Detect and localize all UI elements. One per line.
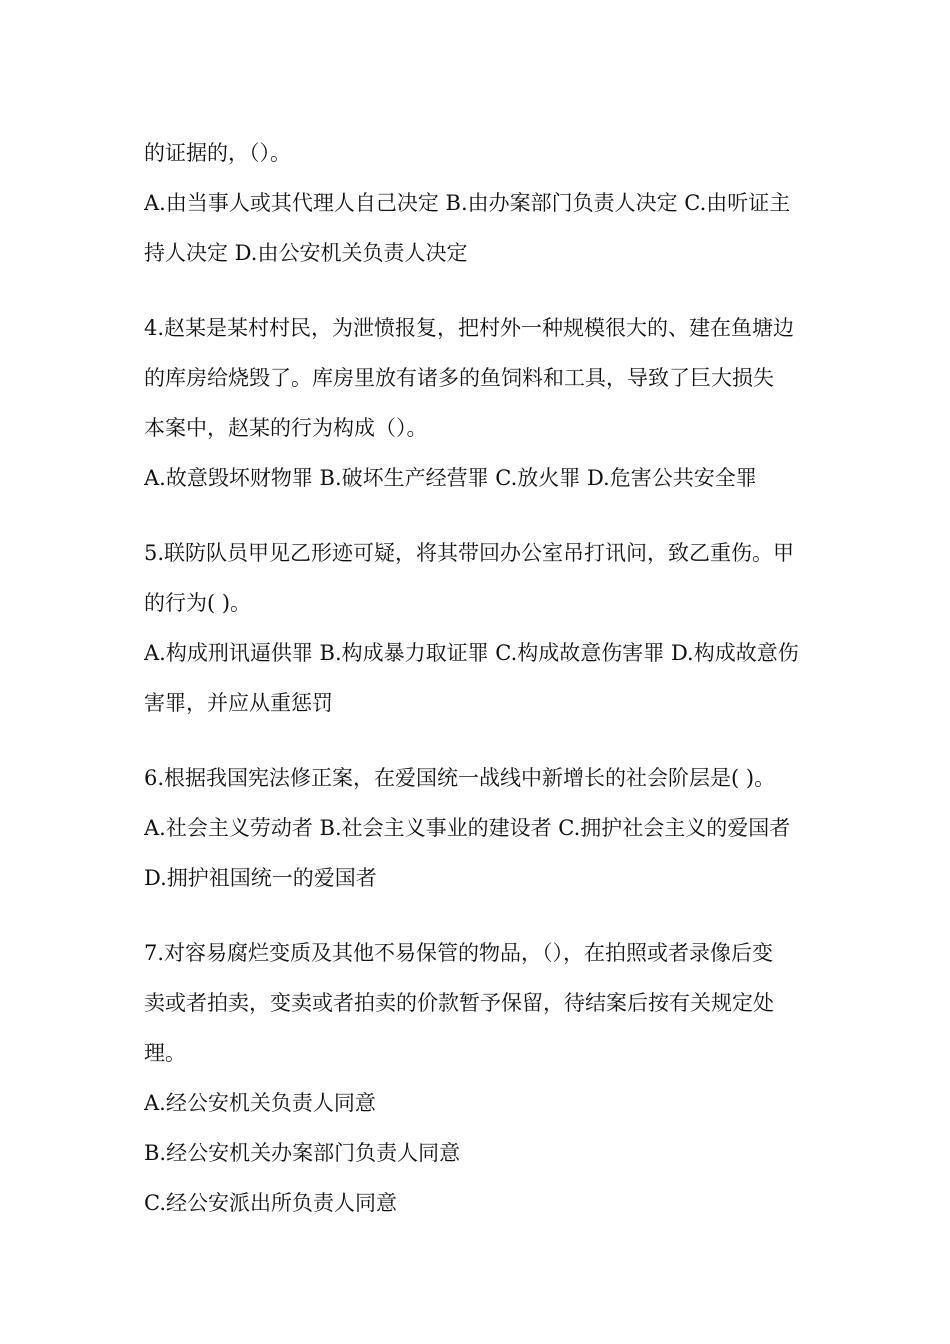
question-text-line: 卖或者拍卖，变卖或者拍卖的价款暂予保留，待结案后按有关规定处	[144, 991, 774, 1015]
question-7	[144, 928, 812, 1228]
text-line: 的证据的，（）。	[144, 141, 291, 165]
answer-options-line: 持人决定 D.由公安机关负责人决定	[144, 241, 468, 265]
question-text-line: 5.联防队员甲见乙形迹可疑，将其带回办公室吊打讯问，致乙重伤。甲	[144, 541, 795, 565]
answer-options-line: A.社会主义劳动者 B.社会主义事业的建设者 C.拥护社会主义的爱国者	[144, 816, 791, 840]
answer-options-line: A.由当事人或其代理人自己决定 B.由办案部门负责人决定 C.由听证主	[144, 191, 791, 215]
document-body	[144, 128, 812, 1228]
question-text-line: 4.赵某是某村村民，为泄愤报复，把村外一种规模很大的、建在鱼塘边	[144, 316, 795, 340]
answer-option-c: C.经公安派出所负责人同意	[144, 1191, 397, 1215]
question-text-line: 理。	[144, 1041, 186, 1065]
answer-options-line: 害罪，并应从重惩罚	[144, 691, 333, 715]
question-text-line: 的库房给烧毁了。库房里放有诸多的鱼饲料和工具，导致了巨大损失	[144, 366, 774, 390]
question-5	[144, 528, 812, 728]
question-text-line: 的行为( )。	[144, 591, 252, 615]
question-text-line: 7.对容易腐烂变质及其他不易保管的物品，（），在拍照或者录像后变	[144, 941, 774, 965]
answer-options-line: D.拥护祖国统一的爱国者	[144, 866, 377, 890]
question-4	[144, 303, 812, 503]
question-text-line: 本案中，赵某的行为构成（）。	[144, 416, 428, 440]
question-6	[144, 753, 812, 903]
answer-options-line: A.构成刑讯逼供罪 B.构成暴力取证罪 C.构成故意伤害罪 D.构成故意伤	[144, 641, 799, 665]
question-3-continuation	[144, 128, 812, 278]
question-text-line: 6.根据我国宪法修正案，在爱国统一战线中新增长的社会阶层是( )。	[144, 766, 776, 790]
answer-options-line: A.故意毁坏财物罪 B.破坏生产经营罪 C.放火罪 D.危害公共安全罪	[144, 466, 757, 490]
answer-option-b: B.经公安机关办案部门负责人同意	[144, 1141, 461, 1165]
answer-option-a: A.经公安机关负责人同意	[144, 1091, 376, 1115]
